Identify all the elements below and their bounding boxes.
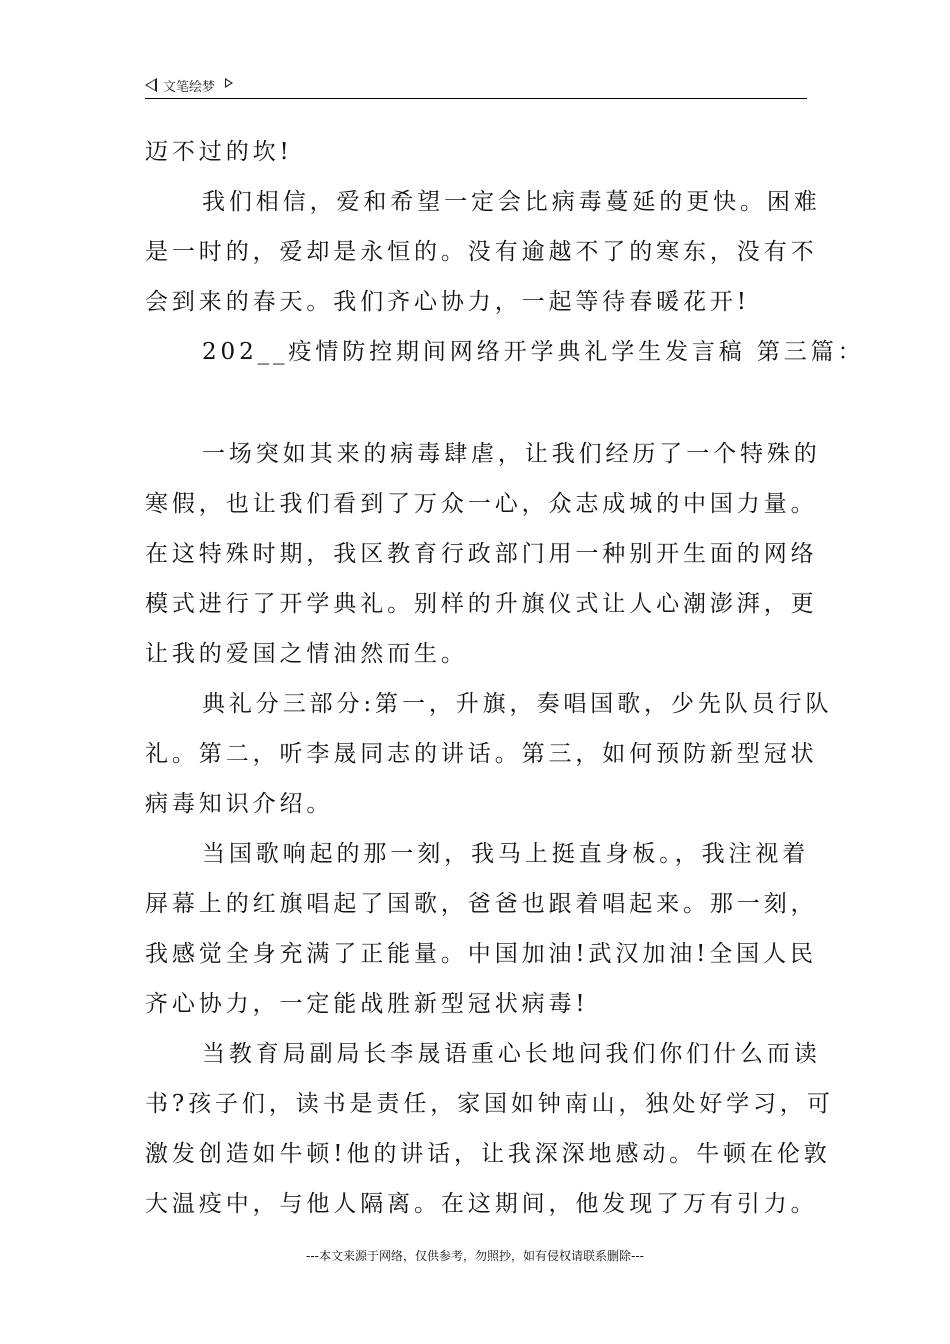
text-line: 在这特殊时期，我区教育行政部门用一种别开生面的网络 — [145, 541, 818, 567]
text-line: 礼。第二，听李晟同志的讲话。第三，如何预防新型冠状 — [145, 741, 818, 767]
text-line: 病毒知识介绍。 — [145, 791, 334, 817]
text-line: 是一时的，爱却是永恒的。没有逾越不了的寒东，没有不 — [145, 239, 818, 265]
blank-line — [145, 377, 811, 429]
document-body — [145, 127, 865, 1229]
page-footer: ---本文来源于网络，仅供参考，勿照抄，如有侵权请联系删除--- — [306, 1249, 644, 1263]
text-line: 迈不过的坎! — [145, 139, 293, 165]
text-line: 当国歌响起的那一刻，我马上挺直身板。，我注视着 — [202, 841, 810, 867]
right-triangle-icon — [225, 78, 233, 88]
text-line: 会到来的春天。我们齐心协力，一起等待春暖花开! — [145, 289, 750, 315]
left-triangle-icon — [145, 78, 157, 92]
page-header — [145, 74, 807, 99]
text-line: 让我的爱国之情油然而生。 — [145, 641, 468, 667]
text-line: 我感觉全身充满了正能量。中国加油!武汉加油!全国人民 — [145, 941, 817, 967]
text-line: 模式进行了开学典礼。别样的升旗仪式让人心潮澎湃，更 — [145, 591, 818, 617]
text-line: 大温疫中，与他人隔离。在这期间，他发现了万有引力。 — [145, 1191, 818, 1217]
brand-name: 文笔绘梦 — [163, 79, 216, 95]
text-line: 我们相信，爱和希望一定会比病毒蔓延的更快。困难 — [202, 189, 821, 215]
text-line: 202__疫情防控期间网络开学典礼学生发言稿 第三篇： — [202, 339, 865, 365]
header-brand — [145, 74, 233, 96]
text-line: 屏幕上的红旗唱起了国歌，爸爸也跟着唱起来。那一刻， — [145, 891, 818, 917]
text-line: 寒假，也让我们看到了万众一心，众志成城的中国力量。 — [145, 491, 818, 517]
text-line: 激发创造如牛顿!他的讲话，让我深深地感动。牛顿在伦敦 — [145, 1141, 831, 1167]
text-line: 当教育局副局长李晟语重心长地问我们你们什么而读 — [202, 1041, 821, 1067]
text-line: 书?孩子们，读书是责任，家国如钟南山，独处好学习，可 — [145, 1091, 834, 1117]
text-line: 一场突如其来的病毒肆虐，让我们经历了一个特殊的 — [202, 441, 821, 467]
text-line: 典礼分三部分:第一，升旗，奏唱国歌，少先队员行队 — [202, 691, 833, 717]
text-line: 齐心协力，一定能战胜新型冠状病毒! — [145, 991, 589, 1017]
